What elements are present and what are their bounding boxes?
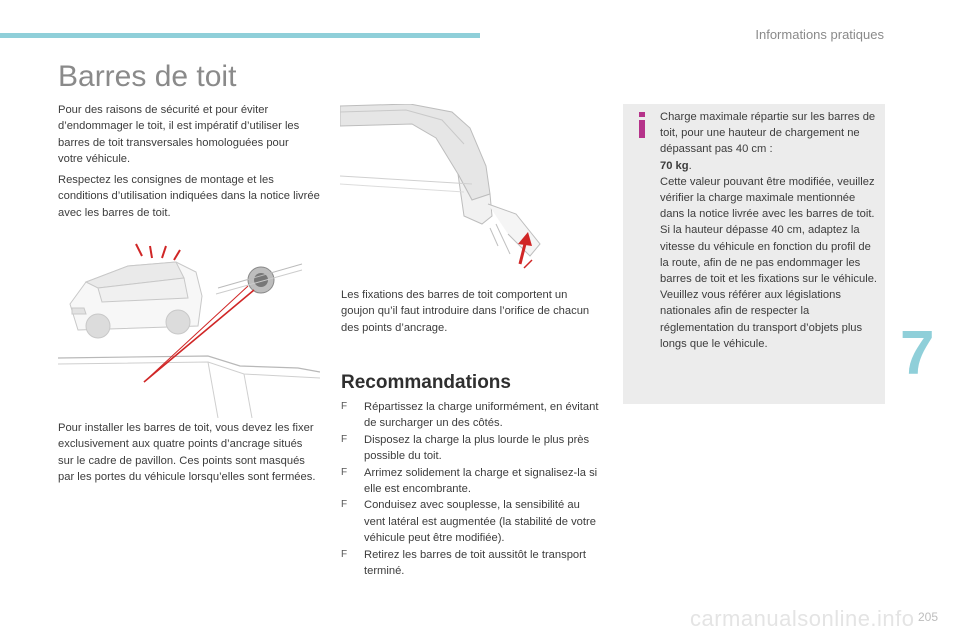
bullet-glyph: F (341, 433, 348, 445)
list-item: F Retirez les barres de toit aussitôt le transport terminé. (341, 548, 586, 578)
recommendations-heading: Recommandations (341, 372, 511, 393)
intro-paragraph: Pour des raisons de sécurité et pour éviter d’endommager le toit, il est impératif d’utiliser les barres de toit transversales homologuées pour votre véhicule. (58, 104, 300, 166)
bullet-glyph: F (341, 401, 348, 412)
section-label: Informations pratiques (755, 27, 884, 42)
fixing-caption: Les fixations des barres de toit comportent un goujon qu’il faut introduire dans l’orifice de chacun des points d’ancrage. (341, 289, 590, 334)
bullet-glyph: F (341, 499, 348, 511)
page-number: 205 (917, 610, 938, 624)
bullet-glyph: F (341, 548, 348, 560)
page-title: Barres de toit (58, 60, 237, 93)
watermark: carmanualsonline.info (690, 606, 915, 631)
recommendations-list (341, 399, 603, 579)
instructions-paragraph: Respectez les consignes de montage et les conditions d’utilisation indiquées dans la notice livrée avec les barres de toit. (58, 174, 320, 219)
info-box (623, 104, 885, 404)
list-item: F Arrimez solidement la charge et signalisez-la si elle est encombrante. (341, 466, 598, 496)
bullet-glyph: F (341, 466, 348, 478)
list-item: F Répartissez la charge uniformément, en évitant de surcharger un des côtés. (341, 401, 599, 430)
chapter-number: 7 (900, 319, 935, 388)
info-text: Charge maximale répartie sur les barres de toit, pour une hauteur de chargement ne dépassant pas 40 cm : 70 kg. Cette valeur pouvant être modifiée, veuillez vérifier la charge maximale mentionnée dans la notice livrée avec les barres de toit. Si la hauteur dépasse 40 cm, adaptez la vitesse du véhicule en fonction du profil de la route, afin de ne pas endommager les barres de toit et les fixations sur le véhicule. Veuillez vous référer aux législations nationales afin de respecter la réglementation du transport d’objets plus longs que le véhicule. (660, 111, 878, 350)
roof-bar-fixing-illustration (340, 104, 602, 280)
list-item: F Disposez la charge la plus lourde le plus près possible du toit. (341, 433, 590, 463)
installation-paragraph: Pour installer les barres de toit, vous devez les fixer exclusivement aux quatre points d’ancrage situés sur le cadre de pavillon. Ces points sont masqués par les portes du véhicule lorsqu’elles sont fermées. (58, 422, 316, 484)
max-load-value: 70 kg (660, 159, 689, 172)
list-item: F Conduisez avec souplesse, la sensibilité au vent latéral est augmentée (la stabilité de votre véhicule peut être modifiée). (341, 499, 596, 545)
info-icon (632, 112, 652, 138)
car-roof-anchor-illustration (58, 242, 320, 418)
header-accent-bar (0, 33, 480, 38)
